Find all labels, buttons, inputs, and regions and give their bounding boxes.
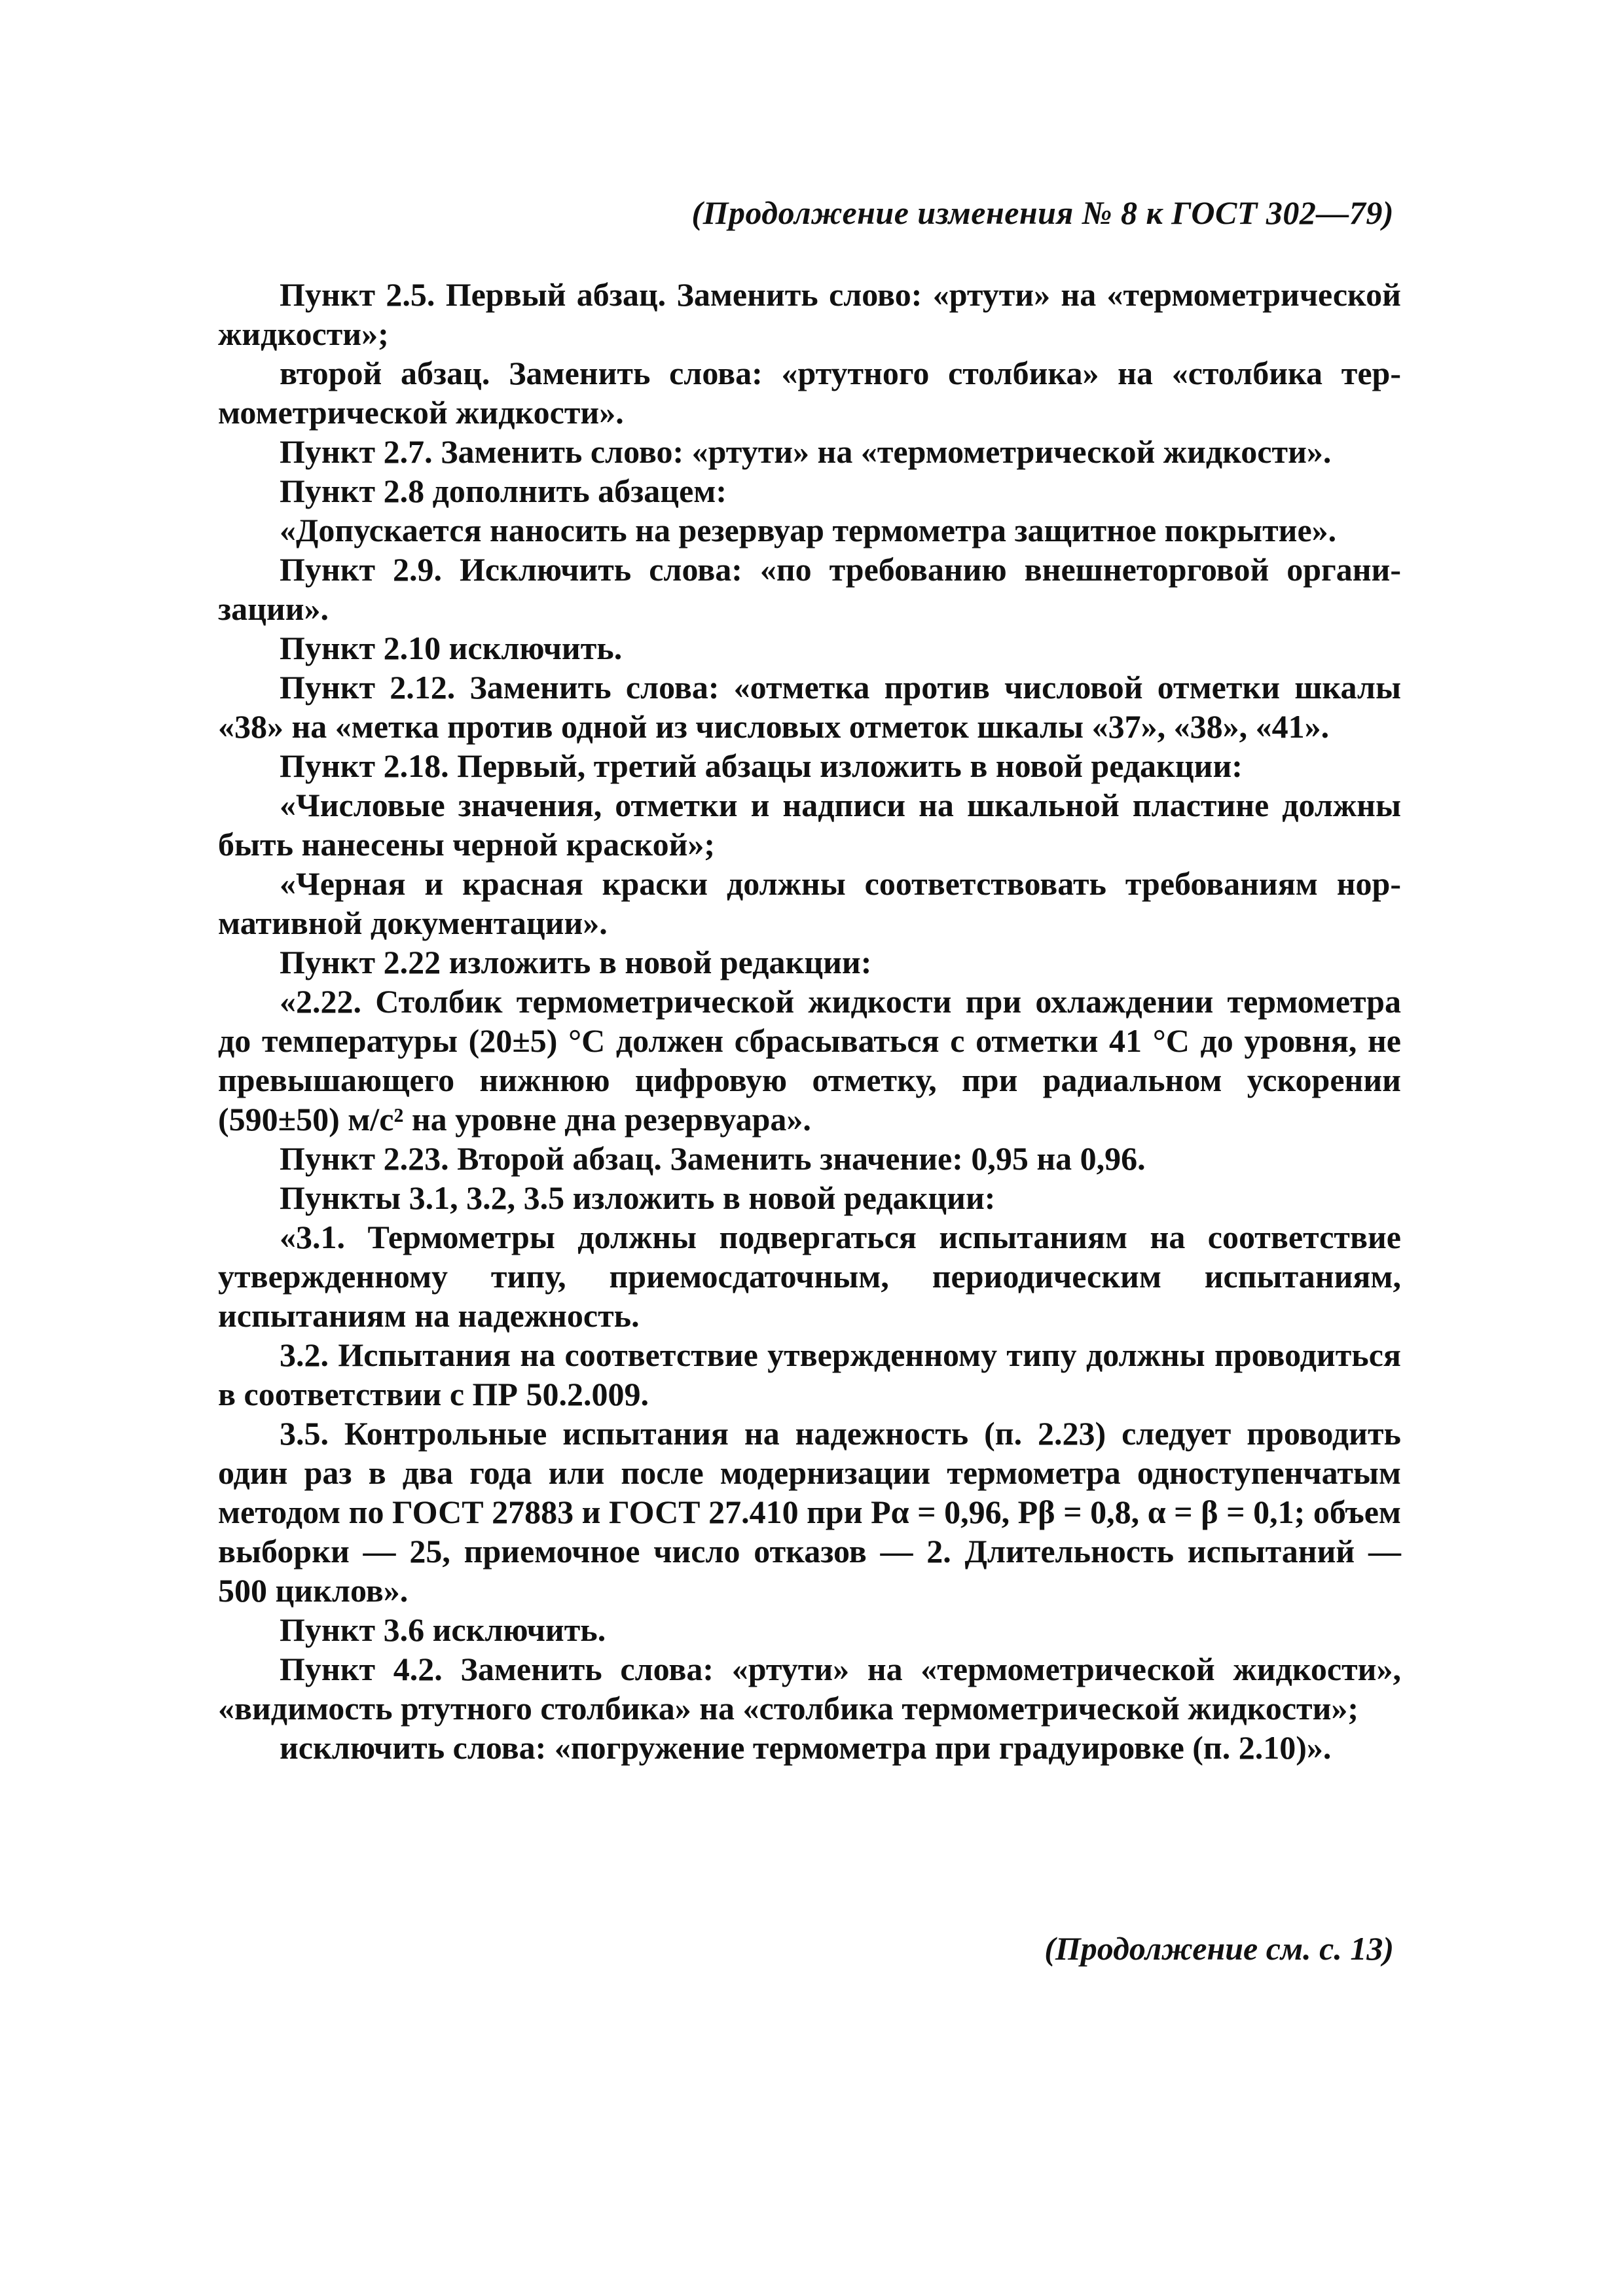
document-body	[218, 275, 1401, 1767]
paragraph: исключить слова: «погружение термометра при градуировке (п. 2.10)».	[280, 1729, 1332, 1766]
paragraph: «Допускается наносить на резервуар термометра защитное покрытие».	[280, 512, 1337, 548]
running-header: (Продолжение изменения № 8 к ГОСТ 302—79)	[691, 194, 1394, 231]
paragraph: Пункт 2.7. Заменить слово: «ртути» на «термометрической жидкости».	[280, 433, 1332, 470]
paragraph: Пункт 4.2. Заменить слова: «ртути» на «термометрической жидкости», «видимость ртутного столбика» на «столбика термометрической жидкости»;	[218, 1651, 1401, 1727]
paragraph: 3.2. Испытания на соответствие утвержденному типу должны проводиться в соответствии с ПР 50.2.009.	[218, 1336, 1401, 1412]
paragraph: Пункт 2.23. Второй абзац. Заменить значение: 0,95 на 0,96.	[280, 1140, 1146, 1177]
paragraph: Пункт 2.12. Заменить слова: «отметка против числовой отметки шкалы «38» на «метка против одной из числовых отметок шкалы «37», «38», «41».	[218, 669, 1401, 745]
paragraph: «Числовые значения, отметки и надписи на шкальной пластине должны быть нанесены черной краской»;	[218, 787, 1401, 863]
paragraph: Пункт 2.5. Первый абзац. Заменить слово: «ртути» на «термометрической жидкости»;	[218, 276, 1401, 352]
paragraph: Пункт 2.10 исключить.	[280, 630, 623, 666]
paragraph: «2.22. Столбик термометрической жидкости при охлаждении термометра до температуры (20±5) °С должен сбрасываться с отметки 41 °С до уровня, не превышающего нижнюю цифровую отметку, при радиальном ускорении (590±50) м/с² на уровне дна резервуара».	[218, 983, 1401, 1138]
paragraph: Пункт 2.9. Исключить слова: «по требованию внешнеторговой организации».	[218, 551, 1401, 627]
paragraph: второй абзац. Заменить слова: «ртутного столбика» на «столбика термометрической жидкости».	[218, 355, 1401, 431]
paragraph: Пункт 2.8 дополнить абзацем:	[280, 473, 727, 509]
paragraph: «Черная и красная краски должны соответствовать требованиям нормативной документации».	[218, 865, 1401, 941]
paragraph: 3.5. Контрольные испытания на надежность (п. 2.23) следует проводить один раз в два года или после модернизации термометра одноступенчатым методом по ГОСТ 27883 и ГОСТ 27.410 при Pα = 0,96, Pβ = 0,8, α = β = 0,1; объем выборки — 25, приемочное число отказов — 2. Длительность испытаний — 500 циклов».	[218, 1415, 1401, 1609]
paragraph: «3.1. Термометры должны подвергаться испытаниям на соответствие утвержденному типу, приемосдаточным, периодическим испытаниям, испытаниям на надежность.	[218, 1219, 1401, 1334]
paragraph: Пункт 3.6 исключить.	[280, 1611, 606, 1648]
paragraph: Пункт 2.18. Первый, третий абзацы изложить в новой редакции:	[280, 747, 1243, 784]
paragraph: Пункт 2.22 изложить в новой редакции:	[280, 944, 872, 980]
continuation-note: (Продолжение см. с. 13)	[1044, 1930, 1394, 1967]
paragraph: Пункты 3.1, 3.2, 3.5 изложить в новой редакции:	[280, 1179, 996, 1216]
